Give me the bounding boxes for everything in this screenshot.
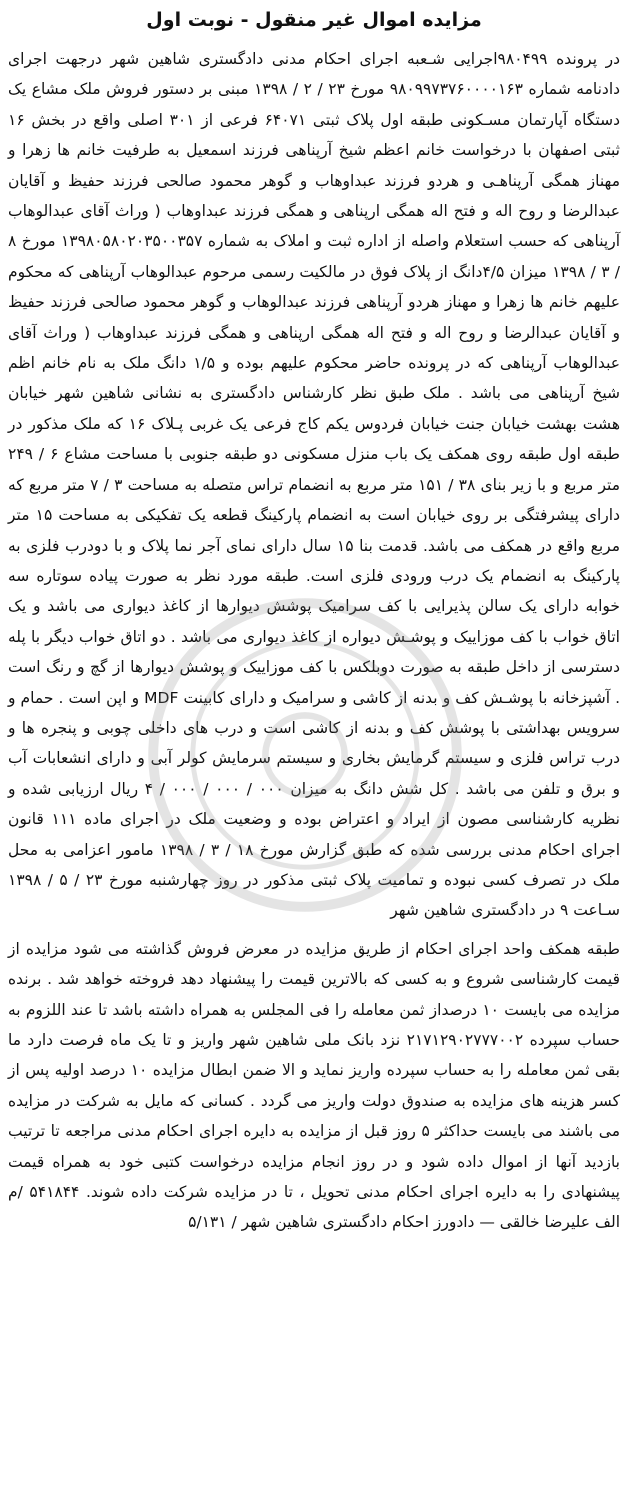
notice-paragraph-terms: طبقه همکف واحد اجرای احکام از طریق مزایده در معرض فروش گذاشته می شود مزایده از قیمت کارشناسی شروع و به کسی که بالاترین قیمت را پیشنهاد دهد فروخته خواهد شد . برنده مزایده می بایست ۱۰ درصداز ثمن معامله را فی المجلس به همراه داشته باشد تا عند اللزوم به حساب سپرده ۲۱۷۱۲۹۰۲۷۷۷۰۰۲ نزد بانک ملی شاهین شهر واریز و تا یک ماه فرصت دارد ما بقی ثمن معامله را به حساب سپرده واریز نماید و الا ضمن ابطال مزایده ۱۰ درصد اولیه پس از کسر هزینه های مزایده به صندوق دولت واریز می گردد . کسانی که مایل به شرکت در مزایده می باشند می بایست حداکثر ۵ روز قبل از مزایده به دایره اجرای احکام مدنی مراجعه تا ترتیب بازدید آنها از اموال داده شود و در روز انجام مزایده درخواست کتبی خود به همراه قیمت پیشنهادی را به دایره اجرای احکام مدنی تحویل ، تا در مزایده شرکت داده شوند. ۵۴۱۸۴۴ /م الف علیرضا خالقی — دادورز احکام دادگستری شاهین شهر / ۵/۱۳۱ [8,939,620,1232]
notice-paragraph-main: در پرونده ۹۸۰۴۹۹اجرایی شـعبه اجرای احکام مدنی دادگستری شاهین شهر درجهت اجرای دادنامه شماره ۹۸۰۹۹۷۳۷۶۰۰۰۰۱۶۳ مورخ ۲۳ / ۲ / ۱۳۹۸ مبنی بر دستور فروش ملک مشاع یک دستگاه آپارتمان مسـکونی طبقه اول پلاک ثبتی ۶۴۰۷۱ فرعی از ۳۰۱ اصلی واقع در بخش ۱۶ ثبتی اصفهان با درخواست خانم اعظم شیخ آرپناهی فرزند اسمعیل به طرفیت خانم ها زهرا و مهناز همگی آرپناهـی و هردو فرزند عبداوهاب و گوهر محمود صالحی فرزند حفیظ و آقایان عبدالرضا و روح اله و فتح اله همگی ارپناهی و همگی فرزند عبداوهاب ( وراث آقای عبدالوهاب آرپناهی که حسب استعلام واصله از اداره ثبت و املاک به شماره ۱۳۹۸۰۵۸۰۲۰۳۵۰۰۳۵۷ مورخ ۸ / ۳ / ۱۳۹۸ میزان ۴/۵دانگ از پلاک فوق در مالکیت رسمی مرحوم عبدالوهاب آرپناهی که محکوم علیهم خانم ها زهرا و مهناز هردو آرپناهی فرزند عبدالوهاب و گوهر محمود صالحی فرزند حفیظ و آقایان عبدالرضا و روح اله و فتح اله همگی ارپناهی و همگی فرزند عبداوهاب ( وراث آقای عبدالوهاب آرپناهی که در پرونده حاضر محکوم علیهم بوده و ۱/۵ دانگ ملک به نام خانم اظم شیخ آرپناهی می باشد . ملک طبق نظر کارشناس دادگستری به نشانی شاهین شهر خیابان هشت بهشت خیابان جنت خیابان فردوس یکم کاج فرعی یک غربی پـلاک ۱۶ که ملک مذکور در طبقه اول طبقه روی همکف یک باب منزل مسکونی دو طبقه جنوبی با مساحت مشاع ۶ / ۲۴۹ متر مربع و با زیر بنای ۳۸ / ۱۵۱ متر مربع به انضمام تراس متصله به مساحت ۳ / ۷ متر مربع که دارای پیشرفتگی بر روی خیابان است به انضمام پارکینگ قطعه یک تفکیکی به مساحت ۱۵ متر مربع واقع در همکف می باشد. قدمت بنا ۱۵ سال دارای نمای آجر نما پلاک و با دودرب فلزی به پارکینگ به انضمام یک درب ورودی فلزی است. طبقه مورد نظر به صورت پیاده سوتاره سه خوابه دارای یک سالن پذیرایی با کف سرامیک پوشش دیوارها از کاغذ دیواری می باشد و یک اتاق خواب با کف موزاییک و پوشـش دیواره از کاغذ دیواری می باشد . دو اتاق خواب دیگر با پله دسترسی از داخل طبقه به صورت دوبلکس با کف موزاییک و پوشش دیوارها از گچ و رنگ است . آشپزخانه با پوشـش کف و بدنه از کاشی و سرامیک و دارای کابینت MDF و اپن است . حمام و سرویس بهداشتی با پوشش کف و بدنه از کاشی است و درب های داخلی چوبی و پنجره ها و درب تراس فلزی و سیستم گرمایش بخاری و سیستم سرمایش کولر آبی و دارای انشعابات آب و برق و تلفن می باشد . کل شش دانگ به میزان ۰۰۰ / ۰۰۰ / ۰۰۰ / ۴ ریال ارزیابی شده و نظریه کارشناسی مصون از ایراد و اعتراض بوده و وضعیت ملک در اجرای ماده ۱۱۱ قانون اجرای احکام مدنی بررسی شده که طبق گزارش مورخ ۱۸ / ۳ / ۱۳۹۸ مامور اعزامی به محل ملک در تصرف کسی نبوده و تمامیت پلاک ثبتی مذکور در روز چهارشنبه مورخ ۲۳ / ۵ / ۱۳۹۸ سـاعت ۹ در دادگستری شاهین شهر [8,50,621,920]
notice-body [8,44,620,1238]
notice-title: مزایده اموال غیر منقول - نوبت اول [146,9,482,31]
